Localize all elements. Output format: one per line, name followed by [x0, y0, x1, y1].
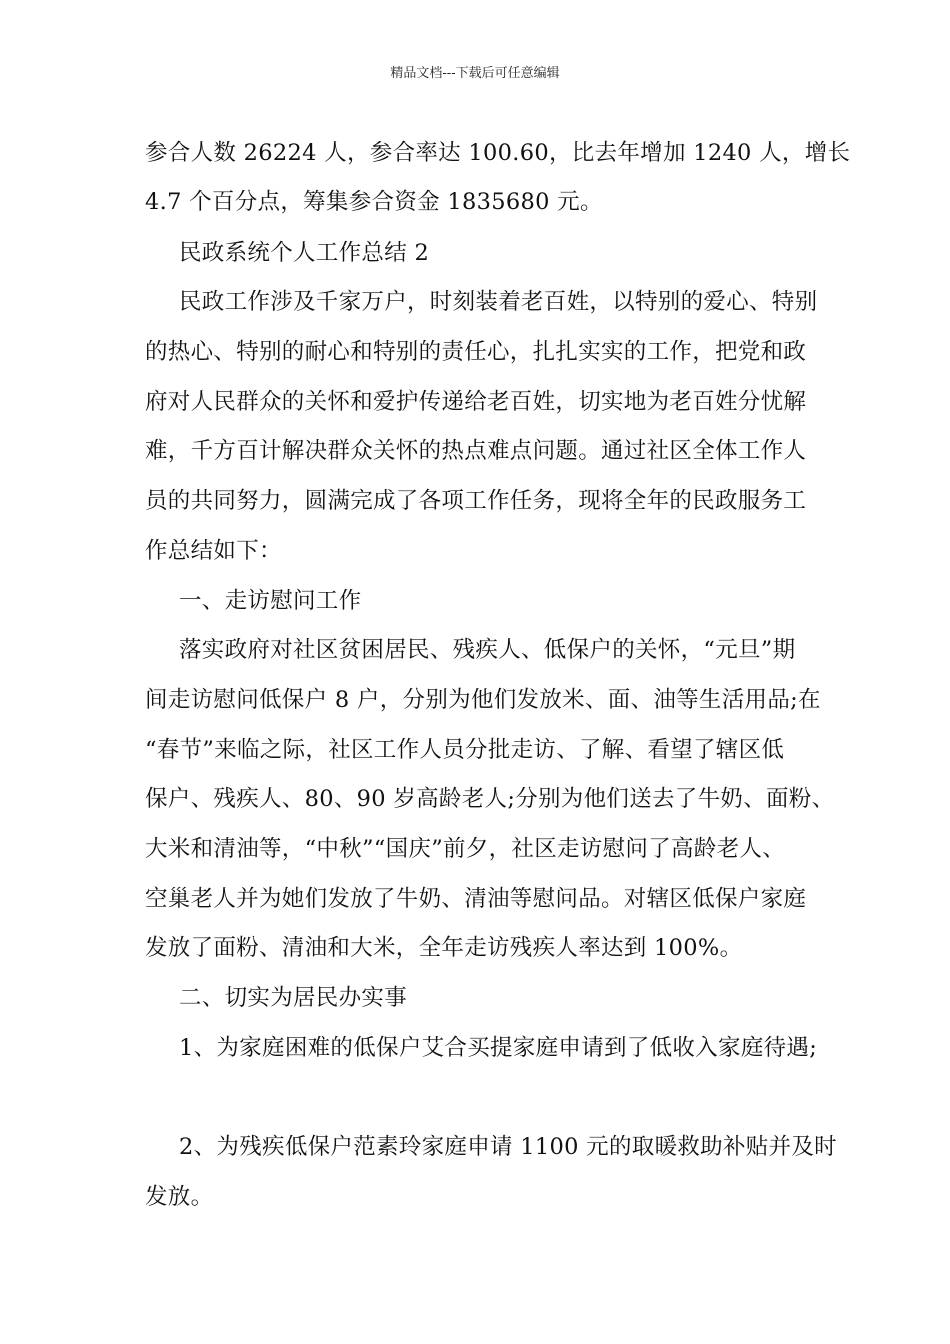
list-item: 2、为残疾低保户范素玲家庭申请 1100 元的取暖救助补贴并及时 — [179, 1134, 837, 1160]
body-text-line: 大米和清油等，“中秋”“国庆”前夕，社区走访慰问了高龄老人、 — [145, 836, 786, 862]
body-text-line: 间走访慰问低保户 8 户，分别为他们发放米、面、油等生活用品;在 — [145, 687, 821, 713]
paragraph-start-line: 民政工作涉及千家万户，时刻装着老百姓，以特别的爱心、特别 — [179, 289, 818, 315]
body-text-line: 保户、残疾人、80、90 岁高龄老人;分别为他们送去了牛奶、面粉、 — [145, 786, 835, 812]
page-header: 精品文档---下载后可任意编辑 — [390, 66, 560, 81]
body-text-line: 的热心、特别的耐心和特别的责任心，扎扎实实的工作，把党和政 — [145, 339, 807, 365]
body-text-line: “春节”来临之际，社区工作人员分批走访、了解、看望了辖区低 — [145, 737, 785, 763]
body-text-line: 难，千方百计解决群众关怀的热点难点问题。通过社区全体工作人 — [145, 438, 807, 464]
body-text-line: 发放了面粉、清油和大米，全年走访残疾人率达到 100%。 — [145, 935, 743, 961]
body-text-line: 员的共同努力，圆满完成了各项工作任务，现将全年的民政服务工 — [145, 488, 807, 514]
list-item: 1、为家庭困难的低保户艾合买提家庭申请到了低收入家庭待遇; — [179, 1035, 818, 1061]
body-text-line: 府对人民群众的关怀和爱护传递给老百姓，切实地为老百姓分忧解 — [145, 389, 807, 415]
section-heading: 二、切实为居民办实事 — [179, 985, 408, 1011]
body-text-line: 参合人数 26224 人，参合率达 100.60，比去年增加 1240 人，增长 — [145, 140, 851, 166]
paragraph-start-line: 落实政府对社区贫困居民、残疾人、低保户的关怀，“元旦”期 — [179, 637, 796, 663]
body-text-line: 4.7 个百分点，筹集参合资金 1835680 元。 — [145, 189, 603, 215]
body-text-line: 空巢老人并为她们发放了牛奶、清油等慰问品。对辖区低保户家庭 — [145, 886, 807, 912]
body-text-line: 发放。 — [145, 1184, 214, 1210]
body-text-line: 作总结如下： — [145, 538, 282, 564]
section-heading: 一、走访慰问工作 — [179, 588, 362, 614]
section-title: 民政系统个人工作总结 2 — [179, 240, 430, 266]
